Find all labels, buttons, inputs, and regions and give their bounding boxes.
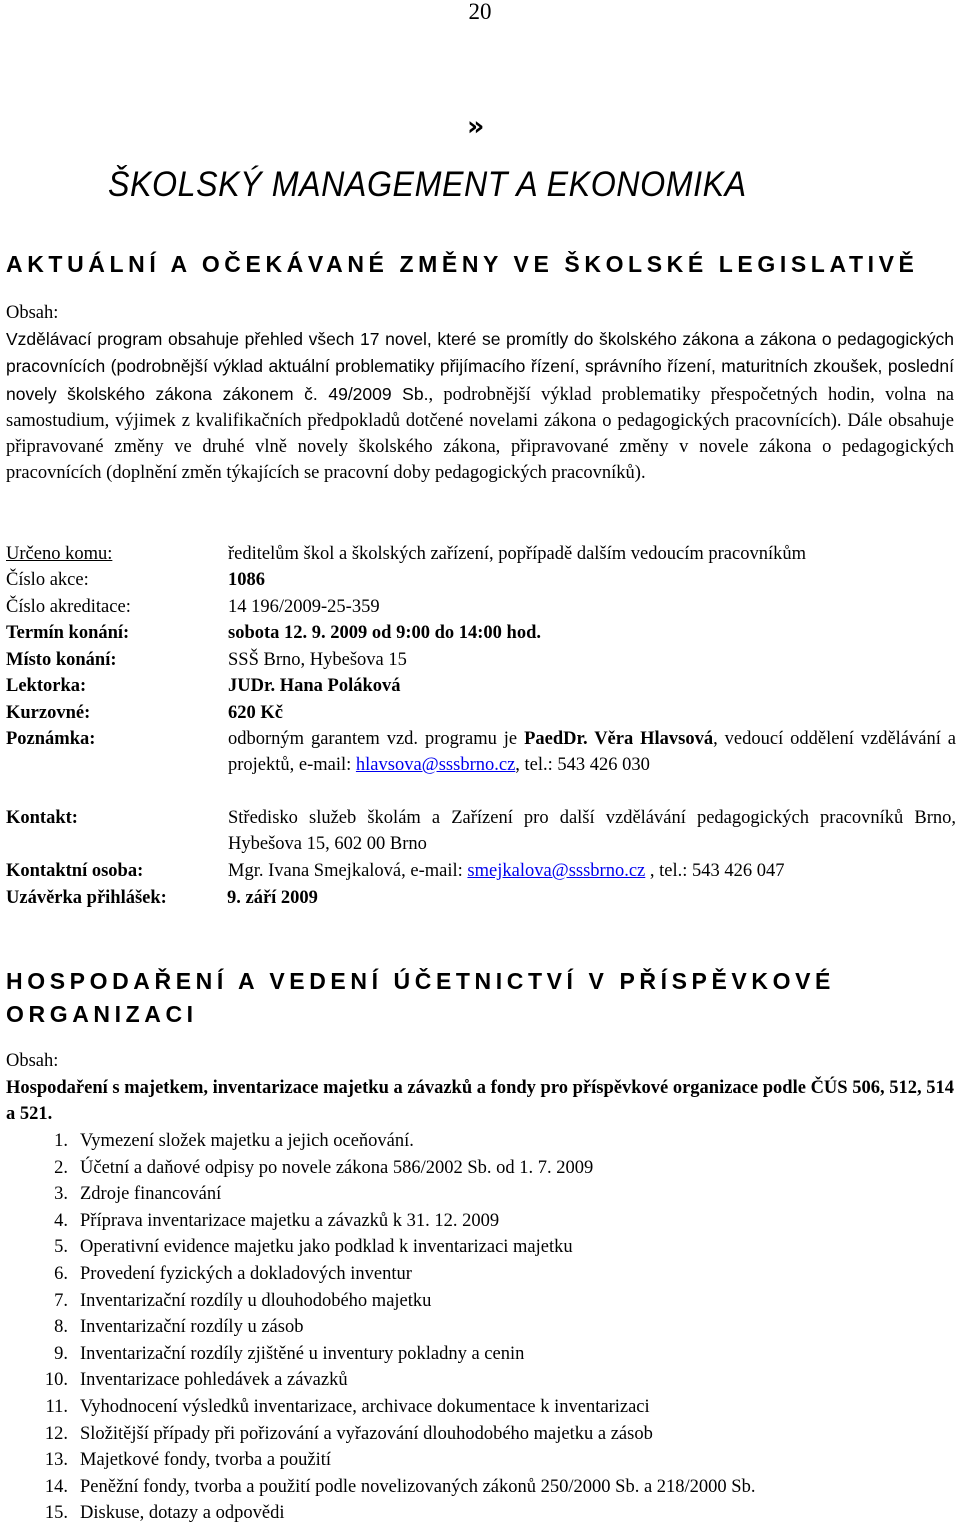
section-1-description [6, 326, 954, 487]
uzaverka-value: 9. září 2009 [227, 888, 318, 908]
section-2-heading-line-2: ORGANIZACI [6, 1001, 198, 1027]
lektorka-label: Lektorka: [6, 676, 87, 696]
list-item-number: 8. [54, 1317, 68, 1338]
list-item-text: Inventarizační rozdíly u dlouhodobého majetku [80, 1290, 432, 1311]
guillemet-icon: » [467, 111, 482, 142]
list-item-text: Peněžní fondy, tvorba a použití podle novelizovaných zákonů 250/2000 Sb. a 218/2000 Sb. [80, 1476, 756, 1497]
main-title: ŠKOLSKÝ MANAGEMENT A EKONOMIKA [108, 165, 747, 204]
list-item [6, 1288, 946, 1315]
list-item-text: Diskuse, dotazy a odpovědi [80, 1503, 285, 1524]
kontakt-label: Kontakt: [6, 808, 78, 828]
list-item [6, 1234, 946, 1261]
misto-label: Místo konání: [6, 650, 117, 670]
topic-list [6, 1128, 946, 1527]
hlavsova-email-link[interactable]: hlavsova@sssbrno.cz [355, 755, 516, 776]
garant-name: PaedDr. Věra Hlavsová [524, 729, 714, 749]
list-item-text: Příprava inventarizace majetku a závazků k 31. 12. 2009 [80, 1210, 500, 1231]
cislo-akce-value: 1086 [228, 570, 265, 590]
list-item-number: 5. [54, 1237, 68, 1258]
list-item [6, 1394, 946, 1421]
list-item-number: 11. [45, 1396, 68, 1417]
list-item-text: Účetní a daňové odpisy po novele zákona 586/2002 Sb. od 1. 7. 2009 [80, 1157, 594, 1178]
section-1-obsah-label: Obsah: [6, 303, 59, 323]
akreditace-value: 14 196/2009-25-359 [228, 597, 380, 617]
section-1-heading: AKTUÁLNÍ A OČEKÁVANÉ ZMĚNY VE ŠKOLSKÉ LEGISLATIVĚ [6, 251, 919, 277]
list-item [6, 1155, 946, 1182]
termin-label: Termín konání: [6, 623, 130, 643]
list-item-text: Operativní evidence majetku jako podklad k inventarizaci majetku [80, 1237, 573, 1258]
kurzovne-label: Kurzovné: [6, 703, 91, 723]
list-item [6, 1367, 946, 1394]
poznamka-text-d: , tel.: 543 426 030 [515, 755, 650, 776]
akreditace-label: Číslo akreditace: [6, 597, 131, 617]
list-item [6, 1421, 946, 1448]
misto-value: SSŠ Brno, Hybešova 15 [228, 650, 407, 670]
section-2-intro: Hospodaření s majetkem, inventarizace majetku a závazků a fondy pro příspěvkové organizace podle ČÚS 506, 512, 514 a 521. [6, 1078, 954, 1125]
poznamka-text-c: , vedoucí oddělení vzdělávání a projektů, e-mail: [228, 729, 957, 776]
list-item [6, 1208, 946, 1235]
poznamka-text-a: odborným garantem vzd. programu je [228, 729, 525, 749]
list-item-text: Inventarizační rozdíly zjištěné u inventury pokladny a cenin [80, 1343, 525, 1364]
list-item-number: 6. [54, 1263, 68, 1284]
list-item-number: 10. [44, 1370, 68, 1391]
list-item [6, 1128, 946, 1155]
section-2-heading-line-1: HOSPODAŘENÍ A VEDENÍ ÚČETNICTVÍ V PŘÍSPĚVKOVÉ [6, 968, 835, 994]
page-number: 20 [468, 0, 492, 24]
description-part-2: , podrobnější výklad problematiky přespočetných hodin, volna na samostudium, výjimek z kvalifikačních předpokladů dotčené novelami zákona o pedagogických pracovnících). Dále obsahuje připravované změny ve druhé vlně novely školského zákona, připravované změny v novele zákona o pedagogických pracovnících (doplnění změn týkajících se pracovní doby pedagogických pracovníků). [6, 384, 954, 484]
list-item-number: 13. [44, 1450, 68, 1471]
list-item [6, 1474, 946, 1501]
lektorka-title: JUDr. [228, 676, 276, 696]
kurzovne-value: 620 Kč [228, 703, 283, 723]
description-part-1: Vzdělávací program obsahuje přehled všech 17 novel, které se promítly do školského zákona a zákona o pedagogických pracovnících (podrobnější výklad aktuální problematiky přijímacího řízení, správního řízení, maturitních zkoušek, poslední novely školského zákona zákonem č. 49/2009 Sb. [6, 329, 954, 404]
list-item-number: 14. [44, 1476, 68, 1497]
list-item-text: Majetkové fondy, tvorba a použití [80, 1450, 332, 1471]
cislo-akce-label: Číslo akce: [6, 570, 89, 590]
smejkalova-email-link[interactable]: smejkalova@sssbrno.cz [467, 861, 646, 881]
list-item-number: 15. [44, 1503, 68, 1524]
list-item [6, 1500, 946, 1527]
urceno-label: Určeno komu: [6, 544, 113, 564]
kontakt-value: Středisko služeb školám a Zařízení pro další vzdělávání pedagogických pracovníků Brno, Hybešova 15, 602 00 Brno [228, 808, 956, 855]
osoba-text-b: , tel.: 543 426 047 [645, 861, 785, 881]
list-item-text: Vymezení složek majetku a jejich oceňování. [80, 1131, 414, 1151]
list-item-number: 7. [54, 1290, 68, 1311]
urceno-value: ředitelům škol a školských zařízení, popřípadě dalším vedoucím pracovníkům [228, 544, 806, 564]
lektorka-name: Hana Poláková [275, 676, 401, 696]
list-item-text: Provedení fyzických a dokladových inventur [80, 1263, 412, 1284]
list-item-text: Zdroje financování [80, 1184, 222, 1205]
list-item-number: 4. [54, 1210, 68, 1231]
section-2-obsah-label: Obsah: [6, 1051, 59, 1071]
termin-value: sobota 12. 9. 2009 od 9:00 do 14:00 hod. [228, 623, 542, 643]
list-item [6, 1261, 946, 1288]
list-item-number: 1. [54, 1131, 68, 1151]
list-item-text: Inventarizační rozdíly u zásob [80, 1317, 304, 1338]
list-item-number: 3. [54, 1184, 68, 1205]
lektorka-value [228, 673, 956, 699]
poznamka-value [228, 726, 956, 779]
kontaktni-osoba-value [228, 858, 956, 884]
osoba-text-a: Mgr. Ivana Smejkalová, e-mail: [228, 861, 468, 881]
list-item [6, 1314, 946, 1341]
list-item [6, 1447, 946, 1474]
list-item-number: 9. [54, 1343, 68, 1364]
list-item-text: Inventarizace pohledávek a závazků [80, 1370, 348, 1391]
list-item-text: Vyhodnocení výsledků inventarizace, archivace dokumentace k inventarizaci [80, 1396, 650, 1417]
poznamka-label: Poznámka: [6, 729, 96, 749]
kontaktni-osoba-label: Kontaktní osoba: [6, 861, 144, 881]
list-item-number: 12. [44, 1423, 68, 1444]
list-item-text: Složitější případy při pořizování a vyřazování dlouhodobého majetku a zásob [80, 1423, 653, 1444]
list-item-number: 2. [54, 1157, 68, 1178]
uzaverka-label: Uzávěrka přihlášek: [6, 888, 167, 908]
list-item [6, 1181, 946, 1208]
list-item [6, 1341, 946, 1368]
